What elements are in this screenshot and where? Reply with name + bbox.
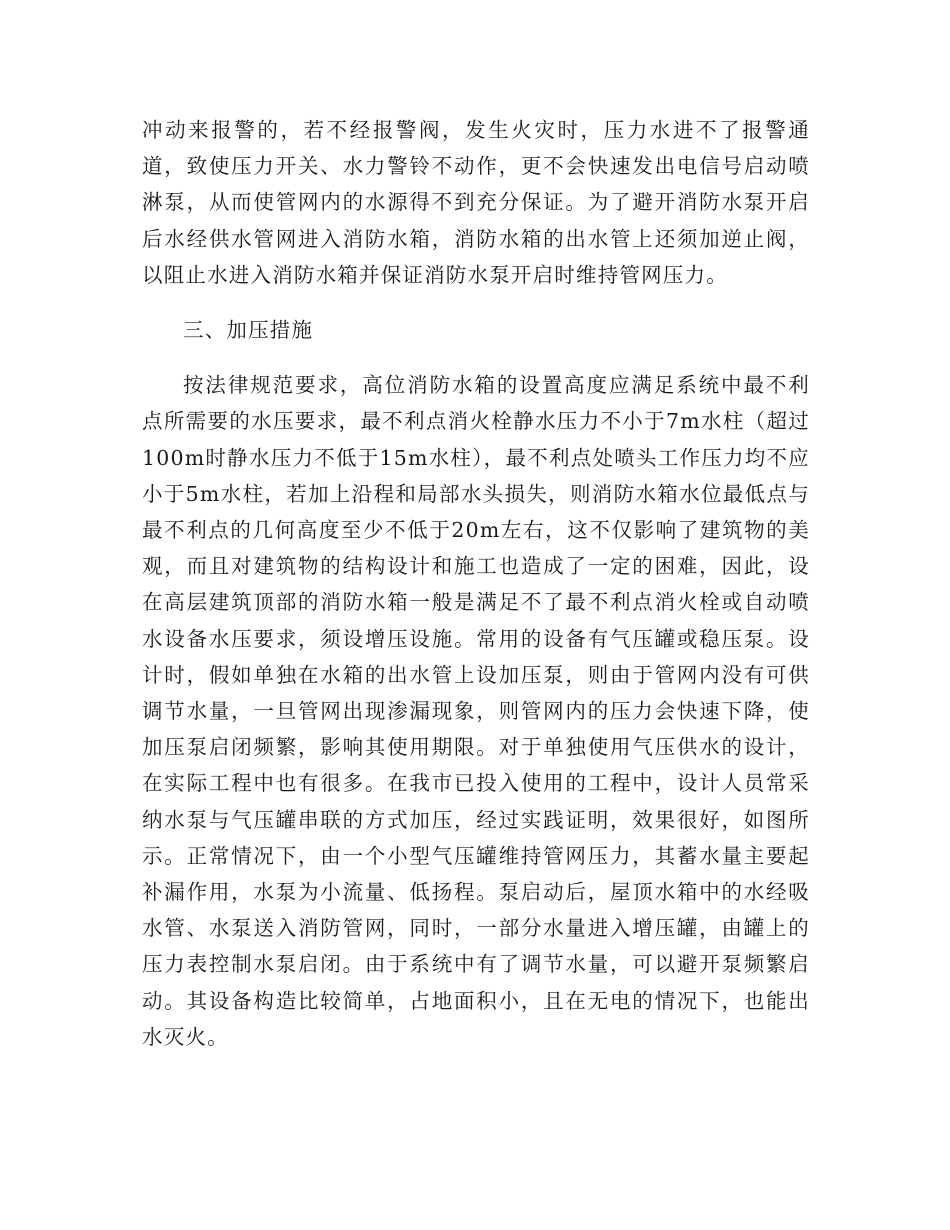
section-heading: 三、加压措施 — [183, 318, 314, 343]
document-body — [142, 112, 810, 1055]
paragraph-pressurization: 按法律规范要求，高位消防水箱的设置高度应满足系统中最不利点所需要的水压要求，最不利点消火栓静水压力不小于7m水柱（超过100m时静水压力不低于15m水柱），最不利点处喷头工作压力均不应小于5m水柱，若加上沿程和局部水头损失，则消防水箱水位最低点与最不利点的几何高度至少不低于20m左右，这不仅影响了建筑物的美观，而且对建筑物的结构设计和施工也造成了一定的困难，因此，设在高层建筑顶部的消防水箱一般是满足不了最不利点消火栓或自动喷水设备水压要求，须设增压设施。常用的设备有气压罐或稳压泵。设计时，假如单独在水箱的出水管上设加压泵，则由于管网内没有可供调节水量，一旦管网出现渗漏现象，则管网内的压力会快速下降，使加压泵启闭频繁，影响其使用期限。对于单独使用气压供水的设计，在实际工程中也有很多。在我市已投入使用的工程中，设计人员常采纳水泵与气压罐串联的方式加压，经过实践证明，效果很好，如图所示。正常情况下，由一个小型气压罐维持管网压力，其蓄水量主要起补漏作用，水泵为小流量、低扬程。泵启动后，屋顶水箱中的水经吸水管、水泵送入消防管网，同时，一部分水量进入增压罐，由罐上的压力表控制水泵启闭。由于系统中有了调节水量，可以避开泵频繁启动。其设备构造比较简单，占地面积小，且在无电的情况下，也能出水灭火。 — [142, 373, 810, 1049]
paragraph-continuation: 冲动来报警的，若不经报警阀，发生火灾时，压力水进不了报警通道，致使压力开关、水力警铃不动作，更不会快速发出电信号启动喷淋泵，从而使管网内的水源得不到充分保证。为了避开消防水泵开启后水经供水管网进入消防水箱，消防水箱的出水管上还须加逆止阀，以阻止水进入消防水箱并保证消防水泵开启时维持管网压力。 — [142, 118, 810, 287]
